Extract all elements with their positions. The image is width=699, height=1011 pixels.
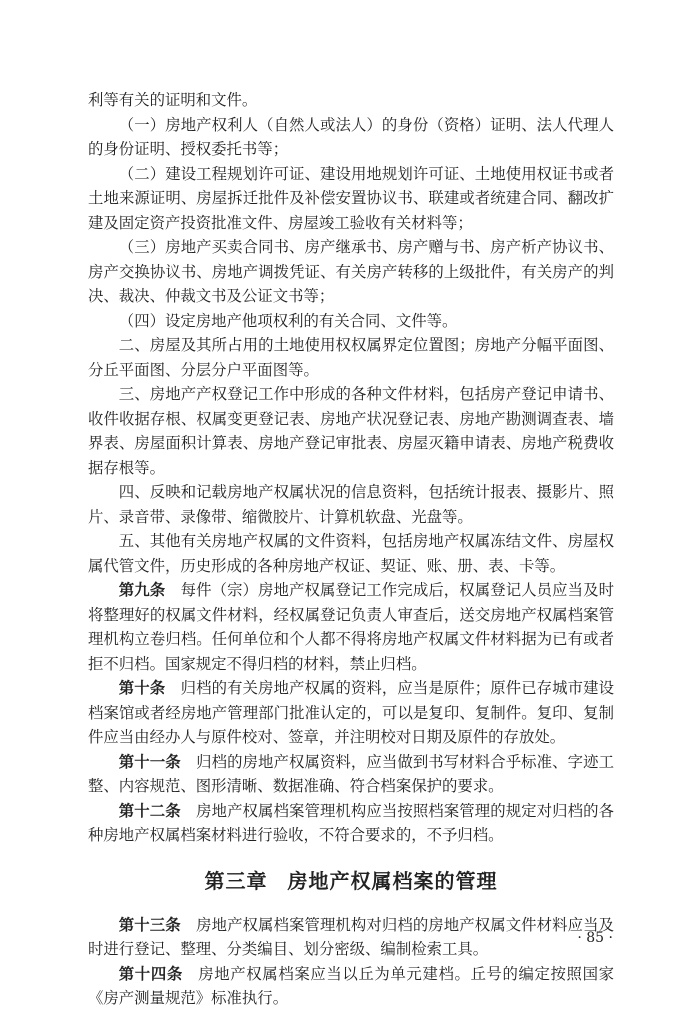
article-paragraph xyxy=(88,962,614,1011)
paragraph-text: 归档的有关房地产权属的资料，应当是原件；原件已存城市建设档案馆或者经房地产管理部门批准认定的，可以是复印、复制件。复印、复制件应当由经办人与原件校对、签章，并注明校对日期及原件的存放处。 xyxy=(88,679,614,746)
article-paragraph xyxy=(88,799,614,848)
section-articles-top xyxy=(88,88,614,848)
paragraph xyxy=(88,529,614,578)
paragraph xyxy=(88,309,614,334)
paragraph-text: 每件（宗）房地产权属登记工作完成后，权属登记人员应当及时将整理好的权属文件材料，经权属登记负责人审查后，送交房地产权属档案管理机构立卷归档。任何单位和个人都不得将房地产权属文件材料据为已有或者拒不归档。国家规定不得归档的材料，禁止归档。 xyxy=(88,581,614,673)
chapter-number: 第三章 xyxy=(204,868,268,893)
paragraph xyxy=(88,88,614,113)
paragraph xyxy=(88,235,614,309)
page-body xyxy=(88,88,614,1011)
paragraph-text: （二）建设工程规划许可证、建设用地规划许可证、土地使用权证书或者土地来源证明、房屋拆迁批件及补偿安置协议书、联建或者统建合同、翻改扩建及固定资产投资批准文件、房屋竣工验收有关材料等； xyxy=(88,164,614,232)
paragraph xyxy=(88,162,614,236)
paragraph xyxy=(88,113,614,162)
paragraph-text: （三）房地产买卖合同书、房产继承书、房产赠与书、房产析产协议书、房产交换协议书、房地产调拨凭证、有关房产转移的上级批件，有关房产的判决、裁决、仲裁文书及公证文书等； xyxy=(88,238,614,305)
paragraph-text: 归档的房地产权属资料，应当做到书写材料合乎标准、字迹工整、内容规范、图形清晰、数据准确、符合档案保护的要求。 xyxy=(88,752,614,795)
article-number: 第十四条 xyxy=(118,964,183,983)
paragraph-text: 房地产权属档案应当以丘为单元建档。丘号的编定按照国家《房产测量规范》标准执行。 xyxy=(88,964,614,1007)
paragraph-text: 利等有关的证明和文件。 xyxy=(88,91,258,109)
paragraph-text: 二、房屋及其所占用的土地使用权权属界定位置图；房地产分幅平面图、分丘平面图、分层分户平面图等。 xyxy=(88,336,614,379)
paragraph-text: 房地产权属档案管理机构应当按照档案管理的规定对归档的各种房地产权属档案材料进行验收，不符合要求的，不予归档。 xyxy=(88,801,614,844)
article-number: 第十一条 xyxy=(118,752,181,771)
paragraph xyxy=(88,480,614,529)
chapter-heading xyxy=(88,869,614,893)
article-number: 第十三条 xyxy=(118,915,181,934)
paragraph-text: 五、其他有关房地产权属的文件资料，包括房地产权属冻结文件、房屋权属代管文件，历史形成的各种房地产权证、契证、账、册、表、卡等。 xyxy=(88,532,614,575)
paragraph-text: 四、反映和记载房地产权属状况的信息资料，包括统计报表、摄影片、照片、录音带、录像带、缩微胶片、计算机软盘、光盘等。 xyxy=(88,483,614,526)
page-number: · 85 · xyxy=(577,930,613,946)
chapter-title: 房地产权属档案的管理 xyxy=(287,868,498,893)
paragraph xyxy=(88,333,614,382)
paragraph-text: （四）设定房地产他项权利的有关合同、文件等。 xyxy=(118,311,458,330)
article-paragraph xyxy=(88,913,614,962)
paragraph-text: 房地产权属档案管理机构对归档的房地产权属文件材料应当及时进行登记、整理、分类编目、划分密级、编制检索工具。 xyxy=(88,915,614,958)
article-number: 第十二条 xyxy=(118,801,181,820)
section-articles-bottom xyxy=(88,913,614,1011)
article-number: 第十条 xyxy=(118,679,166,697)
article-paragraph xyxy=(88,750,614,799)
article-paragraph xyxy=(88,578,614,676)
paragraph-text: 三、房地产产权登记工作中形成的各种文件材料，包括房产登记申请书、收件收据存根、权属变更登记表、房地产状况登记表、房地产勘测调查表、墙界表、房屋面积计算表、房地产登记审批表、房屋灭籍申请表、房地产税费收据存根等。 xyxy=(88,385,614,477)
article-paragraph xyxy=(88,676,614,750)
article-number: 第九条 xyxy=(118,581,166,599)
paragraph-text: （一）房地产权利人（自然人或法人）的身份（资格）证明、法人代理人的身份证明、授权委托书等； xyxy=(88,115,614,158)
paragraph xyxy=(88,382,614,480)
